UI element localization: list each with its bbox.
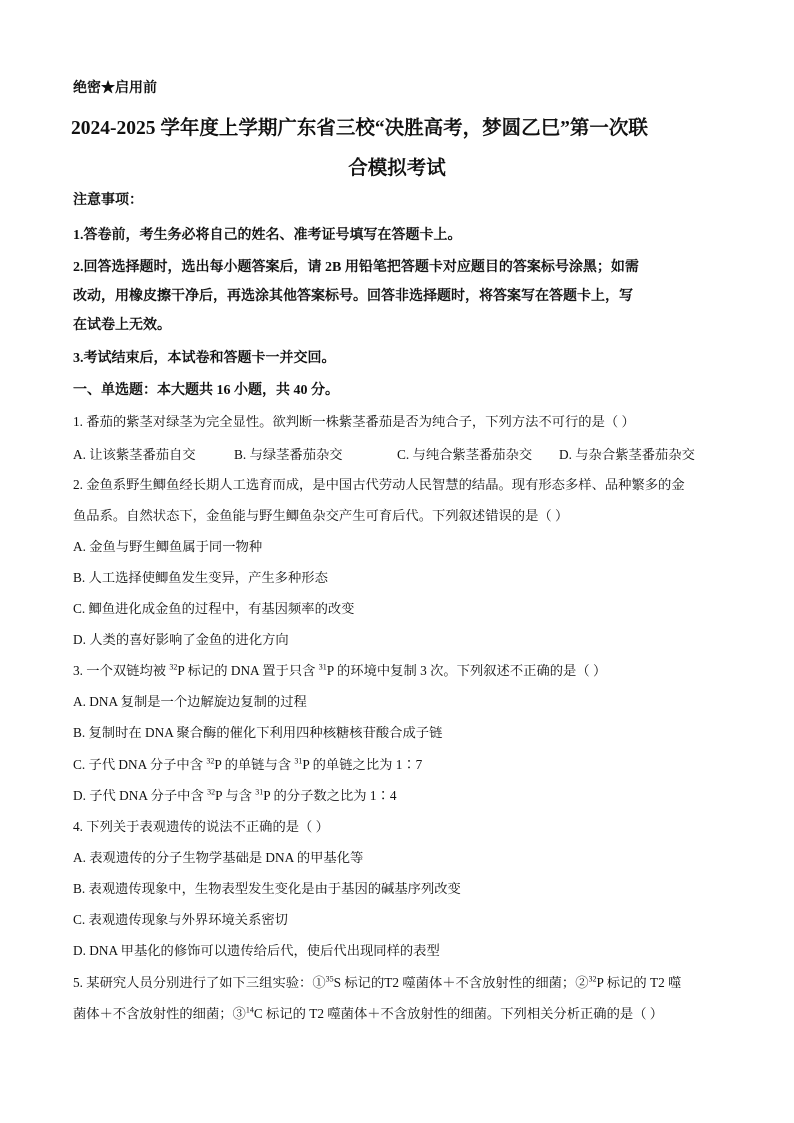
isotope-superscript: 32 xyxy=(207,787,216,797)
isotope-superscript: 32 xyxy=(206,756,215,766)
question-3-option-a: A. DNA 复制是一个边解旋边复制的过程 xyxy=(73,694,307,709)
question-2-option-d: D. 人类的喜好影响了金鱼的进化方向 xyxy=(73,632,289,647)
question-4-option-a: A. 表观遗传的分子生物学基础是 DNA 的甲基化等 xyxy=(73,850,364,865)
question-1-stem: 1. 番茄的紫茎对绿茎为完全显性。欲判断一株紫茎番茄是否为纯合子，下列方法不可行的是（ ） xyxy=(73,414,635,429)
question-2-option-a: A. 金鱼与野生鲫鱼属于同一物种 xyxy=(73,539,263,554)
question-1-option-c: C. 与纯合紫茎番茄杂交 xyxy=(397,447,533,462)
notice-heading: 注意事项： xyxy=(73,193,143,208)
exam-title-line1: 2024-2025 学年度上学期广东省三校“决胜高考，梦圆乙巳”第一次联 xyxy=(71,118,648,139)
option-text-part: P 的分子数之比为 1∶4 xyxy=(263,788,397,803)
question-5-stem-part: C 标记的 T2 噬菌体＋不含放射性的细菌。下列相关分析正确的是（ ） xyxy=(253,1006,664,1021)
notice-item-2-line1: 2.回答选择题时，选出每小题答案后，请 2B 用铅笔把答题卡对应题目的答案标号涂黑；如需 xyxy=(73,260,639,275)
notice-item-3: 3.考试结束后，本试卷和答题卡一并交回。 xyxy=(73,351,336,366)
question-2-option-c: C. 鲫鱼进化成金鱼的过程中，有基因频率的改变 xyxy=(73,601,355,616)
question-5-stem-part: P 标记的 T2 噬 xyxy=(596,975,682,990)
isotope-superscript: 14 xyxy=(245,1005,254,1015)
question-1-option-a: A. 让该紫茎番茄自交 xyxy=(73,447,196,462)
isotope-superscript: 32 xyxy=(169,662,178,672)
question-4-option-b: B. 表观遗传现象中，生物表型发生变化是由于基因的碱基序列改变 xyxy=(73,881,461,896)
question-3-stem-part: P 标记的 DNA 置于只含 xyxy=(177,663,319,678)
isotope-superscript: 35 xyxy=(325,974,334,984)
isotope-superscript: 31 xyxy=(255,787,264,797)
question-3-option-c xyxy=(73,756,422,774)
question-2-option-b: B. 人工选择使鲫鱼发生变异，产生多种形态 xyxy=(73,570,328,585)
question-2-stem-line1: 2. 金鱼系野生鲫鱼经长期人工选育而成，是中国古代劳动人民智慧的结晶。现有形态多样、品种繁多的金 xyxy=(73,477,685,492)
question-4-stem: 4. 下列关于表观遗传的说法不正确的是（ ） xyxy=(73,819,329,834)
question-5-stem-part: 菌体＋不含放射性的细菌；③ xyxy=(73,1006,246,1021)
notice-item-1: 1.答卷前，考生务必将自己的姓名、准考证号填写在答题卡上。 xyxy=(73,228,462,243)
question-5-stem-part: 5. 某研究人员分别进行了如下三组实验：① xyxy=(73,975,326,990)
question-5-stem-line2 xyxy=(73,1005,663,1023)
isotope-superscript: 32 xyxy=(588,974,597,984)
question-4-option-c: C. 表观遗传现象与外界环境关系密切 xyxy=(73,912,288,927)
question-5-stem-part: S 标记的T2 噬菌体＋不含放射性的细菌；② xyxy=(333,975,589,990)
question-3-option-b: B. 复制时在 DNA 聚合酶的催化下利用四种核糖核苷酸合成子链 xyxy=(73,725,443,740)
question-3-stem xyxy=(73,662,606,680)
notice-item-2-line3: 在试卷上无效。 xyxy=(73,318,171,333)
question-5-stem-line1 xyxy=(73,974,681,992)
question-1-option-b: B. 与绿茎番茄杂交 xyxy=(234,447,343,462)
question-2-stem-line2: 鱼品系。自然状态下，金鱼能与野生鲫鱼杂交产生可育后代。下列叙述错误的是（ ） xyxy=(73,508,569,523)
option-text-part: D. 子代 DNA 分子中含 xyxy=(73,788,208,803)
question-4-option-d: D. DNA 甲基化的修饰可以遗传给后代，使后代出现同样的表型 xyxy=(73,943,440,958)
isotope-superscript: 31 xyxy=(318,662,327,672)
question-3-stem-part: P 的环境中复制 3 次。下列叙述不正确的是（ ） xyxy=(326,663,607,678)
option-text-part: P 的单链与含 xyxy=(214,757,295,772)
exam-title-line2: 合模拟考试 xyxy=(348,158,446,179)
secret-label: 绝密★启用前 xyxy=(73,81,157,96)
question-3-stem-part: 3. 一个双链均被 xyxy=(73,663,170,678)
option-text-part: C. 子代 DNA 分子中含 xyxy=(73,757,207,772)
option-text-part: P 与含 xyxy=(215,788,256,803)
section-heading: 一、单选题：本大题共 16 小题，共 40 分。 xyxy=(73,383,339,398)
question-1-option-d: D. 与杂合紫茎番茄杂交 xyxy=(559,447,695,462)
isotope-superscript: 31 xyxy=(294,756,303,766)
question-3-option-d xyxy=(73,787,396,805)
notice-item-2-line2: 改动，用橡皮擦干净后，再选涂其他答案标号。回答非选择题时，将答案写在答题卡上，写 xyxy=(73,289,633,304)
option-text-part: P 的单链之比为 1∶7 xyxy=(302,757,423,772)
